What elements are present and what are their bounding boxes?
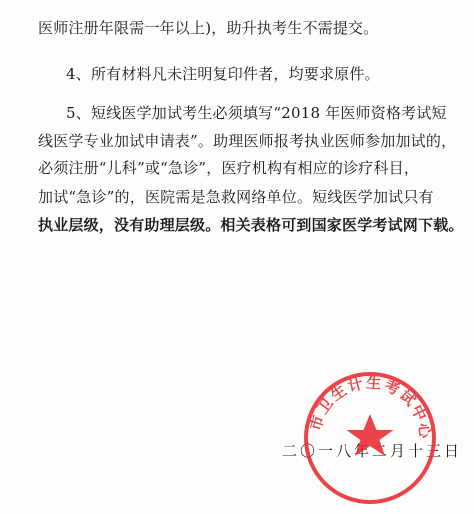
official-seal xyxy=(300,368,440,508)
paragraph-line-3: 5、短线医学加试考生必须填写“2018 年医师资格考试短 xyxy=(66,104,447,122)
seal-star-icon xyxy=(347,414,394,456)
document-date: 二〇一八年二月十三日 xyxy=(282,442,463,460)
paragraph-line-4: 线医学专业加试申请表”。助理医师报考执业医师参加加试的， xyxy=(38,132,457,150)
seal-text: 市卫生计生考试中心 xyxy=(306,373,435,442)
paragraph-line-6 xyxy=(38,187,434,207)
paragraph-line-2: 4、所有材料凡未注明复印件者，均要求原件。 xyxy=(66,65,380,83)
paragraph-line-1: 医师注册年限需一年以上)，助升执考生不需提交。 xyxy=(38,19,379,37)
paragraph-line-6-text: 加试“急诊”的，医院需是急救网络单位。短线医学加试只有 xyxy=(38,188,434,206)
paragraph-line-7: 执业层级，没有助理层级。相关表格可到国家医学考试网下载。 xyxy=(38,216,464,234)
paragraph-line-5: 必须注册“儿科”或“急诊”，医疗机构有相应的诊疗科目， xyxy=(38,159,420,177)
